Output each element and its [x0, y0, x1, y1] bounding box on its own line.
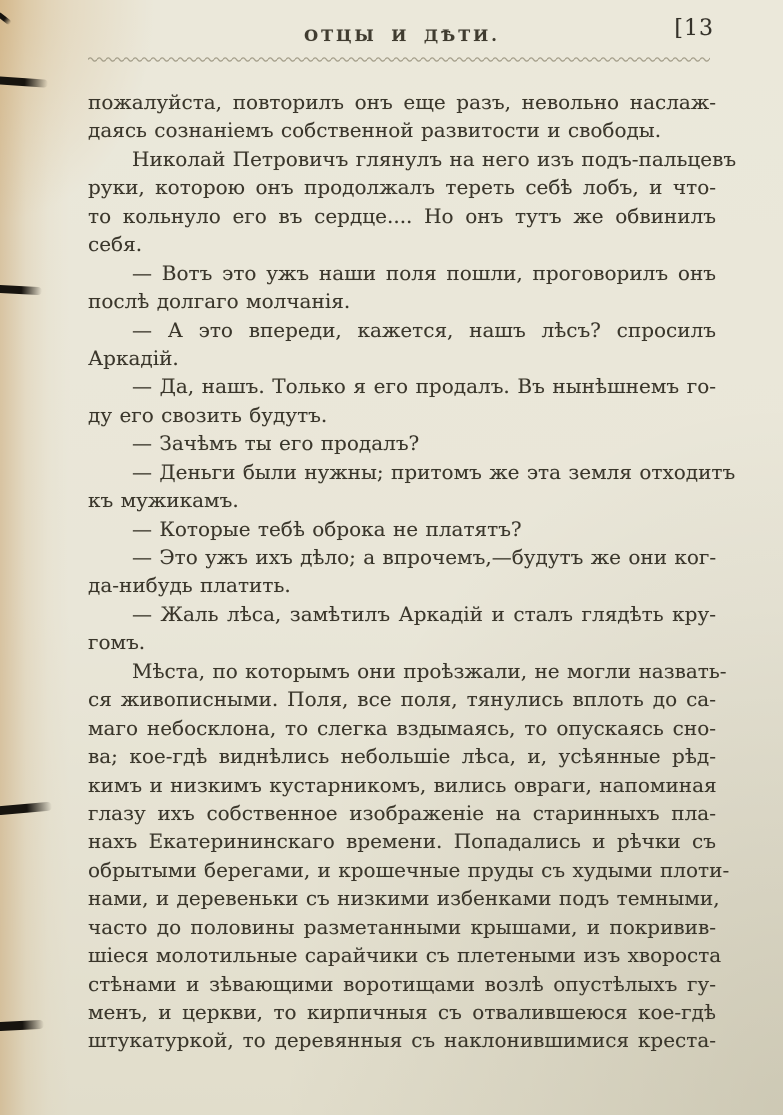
text-line: — А это впереди, кажется, нашъ лѣсъ? спросилъ [132, 317, 716, 342]
text-line: обрытыми берегами, и крошечные пруды съ худыми плоти- [88, 857, 730, 882]
paragraph [88, 515, 716, 543]
text-line: нахъ Екатерининскаго времени. Попадались и рѣчки съ [88, 829, 716, 854]
running-title: ОТЦЫ И ДѢТИ. [304, 26, 500, 45]
paragraph [88, 88, 716, 145]
paragraph [88, 600, 716, 657]
text-line: — Да, нашъ. Только я его продалъ. Въ нынѣшнемъ го- [132, 374, 716, 399]
text-line: — Деньги были нужны; притомъ же эта земля отходитъ [132, 459, 736, 484]
text-line: стѣнами и зѣвающими воротищами возлѣ опустѣлыхъ гу- [88, 971, 716, 996]
text-line: Аркадій. [88, 345, 179, 370]
text-line: — Жаль лѣса, замѣтилъ Аркадій и сталъ глядѣть кру- [132, 601, 716, 626]
binding-mark [0, 802, 52, 816]
text-line: — Зачѣмъ ты его продалъ? [132, 431, 420, 456]
text-line: гомъ. [88, 630, 146, 655]
text-line: руки, которою онъ продолжалъ тереть себѣ лобъ, и что- [88, 175, 716, 200]
text-line: послѣ долгаго молчанія. [88, 289, 351, 314]
page-number: [13 [674, 16, 714, 41]
text-line: себя. [88, 232, 143, 257]
paragraph [88, 145, 737, 259]
text-line: маго небосклона, то слегка вздымаясь, то опускаясь сно- [88, 715, 716, 740]
text-line: пожалуйста, повторилъ онъ еще разъ, невольно наслаж- [88, 90, 716, 114]
paragraph [88, 458, 736, 515]
binding-mark [0, 1020, 44, 1031]
text-line: — Которые тебѣ оброка не платятъ? [132, 516, 522, 541]
text-block [88, 88, 737, 1055]
binding-mark [0, 76, 48, 88]
text-line: ва; кое-гдѣ виднѣлись небольшіе лѣса, и, усѣянные рѣд- [88, 744, 716, 769]
binding-mark [0, 12, 12, 26]
paragraph [88, 657, 730, 1055]
text-line: ду его свозить будутъ. [88, 402, 328, 427]
text-line: да-нибудь платить. [88, 573, 291, 598]
text-line: менъ, и церкви, то кирпичныя съ отвалившеюся кое-гдѣ [88, 1000, 716, 1024]
text-line: нами, и деревеньки съ низкими избенками подъ темными, [88, 886, 720, 911]
text-line: — Вотъ это ужъ наши поля пошли, проговорилъ онъ [132, 260, 716, 285]
text-line: Мѣста, по которымъ они проѣзжали, не могли назвать- [132, 658, 727, 683]
paragraph [88, 259, 716, 316]
text-line: даясь сознаніемъ собственной развитости и свободы. [88, 118, 662, 143]
text-line: то кольнуло его въ сердце.... Но онъ тутъ же обвинилъ [88, 203, 716, 228]
text-line: шіеся молотильные сарайчики съ плетеными изъ хвороста [88, 943, 722, 968]
paragraph [88, 429, 716, 457]
divider-wave [88, 53, 710, 62]
text-line: кимъ и низкимъ кустарникомъ, вились овраги, напоминая [88, 772, 717, 797]
binding-mark [0, 285, 42, 295]
paragraph [88, 316, 716, 373]
text-line: — Это ужъ ихъ дѣло; а впрочемъ,—будутъ же они ког- [132, 545, 717, 569]
text-line: къ мужикамъ. [88, 488, 239, 513]
paragraph [88, 543, 716, 600]
text-line: глазу ихъ собственное изображеніе на старинныхъ пла- [88, 800, 716, 825]
paragraph [88, 372, 716, 429]
text-line: штукатуркой, то деревянныя съ наклонившимися креста- [88, 1028, 716, 1053]
text-line: ся живописными. Поля, все поля, тянулись вплоть до са- [88, 687, 716, 712]
text-line: Николай Петровичъ глянулъ на него изъ подъ-пальцевъ [132, 146, 737, 171]
text-line: часто до половины разметанными крышами, и покривив- [88, 914, 716, 939]
